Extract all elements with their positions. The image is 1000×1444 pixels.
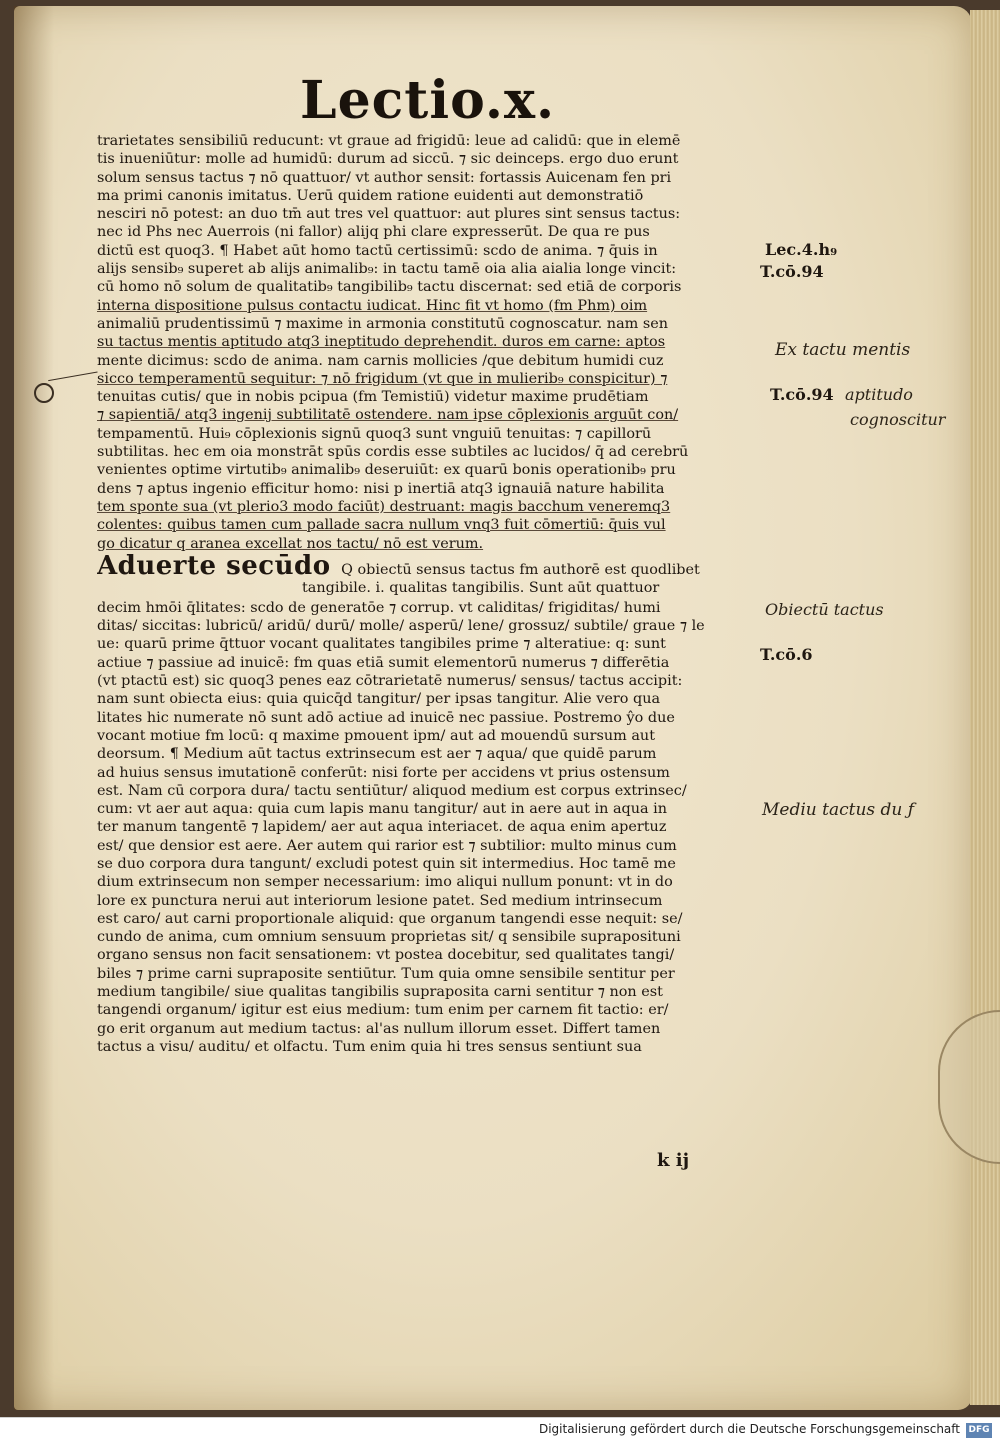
main-text-block [97,132,765,1056]
text-line: ad huius sensus imutationē conferūt: nisi forte per accidens vt prius ostensum [97,764,670,781]
text-line: biles ⁊ prime carni supraposite sentiūtur. Tum quia omne sensibile sentitur per [97,965,675,982]
text-line: dictū est quoq3. ¶ Habet aūt homo tactū certissimū: scdo de anima. ⁊ q̄uis in [97,242,658,259]
text-line: sicco temperamentū sequitur: ⁊ nō frigidum (vt que in mulierib₉ conspicitur) ⁊ [97,370,668,387]
text-line: dium extrinsecum non semper necessarium: imo aliqui nullum ponunt: vt in do [97,874,673,891]
text-line: litates hic numerate nō sunt adō actiue ad inuicē nec passiue. Postremo ŷo due [97,709,675,726]
dfg-logo: DFG [966,1423,992,1438]
footer-bar [0,1417,1000,1444]
text-line: ue: quarū prime q̄ttuor vocant qualitates tangibiles prime ⁊ alteratiue: q: sunt [97,636,666,653]
section-lead-line [97,553,765,579]
handwritten-note: Ex tactu mentis [775,340,911,360]
text-line: subtilitas. hec em oia monstrāt spūs cordis esse subtiles ac lucidos/ q̄ ad cerebrū [97,444,689,461]
text-line: tenuitas cutis/ que in nobis pcipua (fm Temistiū) videtur maxime prudētiam [97,389,649,406]
text-line [97,579,765,599]
text-line: (vt ptactū est) sic quoq3 penes eaz cōtrarietatē numerus/ sensus/ tactus accipit: [97,673,683,690]
margin-reference: T.cō.94 [760,262,824,281]
text-line: ter manum tangentē ⁊ lapidem/ aer aut aqua interiacet. de aqua enim apertuz [97,819,667,836]
text-line: dens ⁊ aptus ingenio efficitur homo: nisi p inertiā atq3 ignauiā nature habilita [97,480,665,497]
text-line: ma primi canonis imitatus. Uerū quidem ratione euidenti aut demonstratiō [97,187,644,204]
text-line-content: tangibile. i. qualitas tangibilis. Sunt aūt quattuor [302,579,660,596]
margin-reference: T.cō.6 [760,645,813,664]
text-line: se duo corpora dura tangunt/ excludi potest quin sit intermedius. Hoc tamē me [97,855,676,872]
section-lead: Aduerte secūdo [97,552,331,579]
text-line: nesciri nō potest: an duo tm̄ aut tres vel quattuor: aut plures sint sensus tactus: [97,206,681,223]
page-edges [970,10,1000,1405]
margin-reference: T.cō.94 [770,385,834,404]
handwritten-note: aptitudo [845,385,913,404]
text-line: organo sensus non facit sensationem: vt postea docebitur, sed qualitates tangi/ [97,947,675,964]
text-line: actiue ⁊ passiue ad inuicē: fm quas etiā sumit elementorū numerus ⁊ differētia [97,654,670,671]
text-line: cum: vt aer aut aqua: quia cum lapis manu tangitur/ aut in aere aut in aqua in [97,801,668,818]
text-line: tactus a visu/ auditu/ et olfactu. Tum enim quia hi tres sensus sentiunt sua [97,1038,642,1055]
text-line: nam sunt obiecta eius: quia quicq̄d tangitur/ per ipsas tangitur. Alie vero qua [97,691,661,708]
text-line: colentes: quibus tamen cum pallade sacra nullum vnq3 fuit cōmertiū: q̄uis vul [97,517,666,534]
text-line: deorsum. ¶ Medium aūt tactus extrinsecum est aer ⁊ aqua/ que quidē parum [97,746,657,763]
gutter-shadow [14,6,54,1410]
text-line: est/ que densior est aere. Aer autem qui rarior est ⁊ subtilior: multo minus cum [97,837,677,854]
text-line: tangendi organum/ igitur est eius medium: tum enim per carnem fit tactio: er/ [97,1002,669,1019]
text-line: Q obiectū sensus tactus fm authorē est quodlibet [341,561,700,578]
page-heading: Lectio.x. [300,70,556,131]
text-line: nec id Phs nec Auerrois (ni fallor) alijq phi clare expresserūt. De qua re pus [97,224,650,241]
text-line: vocant motiue fm locū: q maxime pmouent ipm/ aut ad mouendū sursum aut [97,727,655,744]
text-line: cundo de anima, cum omnium sensuum proprietas sit/ q sensibile supraposituni [97,929,681,946]
text-line: lore ex punctura nerui aut interiorum lesione patet. Sed medium intrinsecum [97,892,663,909]
text-line: venientes optime virtutib₉ animalib₉ deseruiūt: ex quarū bonis operationib₉ pru [97,462,676,479]
text-line: ditas/ siccitas: lubricū/ aridū/ durū/ molle/ asperū/ lene/ grossuz/ subtile/ graue ⁊ le [97,618,705,635]
text-line: medium tangibile/ siue qualitas tangibilis supraposita carni sentitur ⁊ non est [97,984,663,1001]
handwritten-note: Mediu tactus du ƒ [762,800,915,820]
text-line: go dicatur q aranea excellat nos tactu/ nō est verum. [97,535,484,552]
text-line: animaliū prudentissimū ⁊ maxime in armonia constitutū cognoscatur. nam sen [97,315,669,332]
text-line: tempamentū. Hui₉ cōplexionis signū quoq3 sunt vnguiū tenuitas: ⁊ capillorū [97,425,652,442]
text-line: est caro/ aut carni proportionale aliquid: que organum tangendi esse nequit: se/ [97,910,683,927]
text-line: est. Nam cū corpora dura/ tactu sentiūtur/ aliquod medium est corpus extrinsec/ [97,782,687,799]
text-line: alijs sensib₉ superet ab alijs animalib₉: in tactu tamē oia alia aialia longe vincit: [97,261,677,278]
handwritten-note: cognoscitur [850,410,946,429]
signature-mark: k ij [657,1150,690,1171]
margin-reference: Lec.4.h₉ [765,240,838,259]
text-line: decim hmōi q̄litates: scdo de generatōe ⁊ corrup. vt caliditas/ frigiditas/ humi [97,599,661,616]
text-line: trarietates sensibiliū reducunt: vt graue ad frigidū: leue ad calidū: que in elemē [97,133,681,149]
text-line: tis inueniūtur: molle ad humidū: durum ad siccū. ⁊ sic deinceps. ergo duo erunt [97,151,679,168]
text-line: su tactus mentis aptitudo atq3 ineptitudo deprehendit. duros em carne: aptos [97,334,666,351]
handwritten-note: Obiectū tactus [765,600,884,619]
footer-credit: Digitalisierung gefördert durch die Deutsche Forschungsgemeinschaft [538,1422,960,1436]
text-line: solum sensus tactus ⁊ nō quattuor/ vt author sensit: fortassis Auicenam fen pri [97,169,672,186]
text-line: cū homo nō solum de qualitatib₉ tangibilib₉ tactu discernat: sed etiā de corporis [97,279,682,296]
text-line: ⁊ sapientiā/ atq3 ingenij subtilitatē ostendere. nam ipse cōplexionis arguūt con/ [97,407,679,424]
text-line: mente dicimus: scdo de anima. nam carnis mollicies /que debitum humidi cuz [97,352,664,369]
text-line: interna dispositione pulsus contactu iudicat. Hinc fit vt homo (fm Phm) oim [97,297,648,314]
text-line: tem sponte sua (vt plerio3 modo faciūt) destruant: magis bacchum veneremq3 [97,498,671,515]
text-line: go erit organum aut medium tactus: al'as nullum illorum esset. Differt tamen [97,1020,661,1037]
